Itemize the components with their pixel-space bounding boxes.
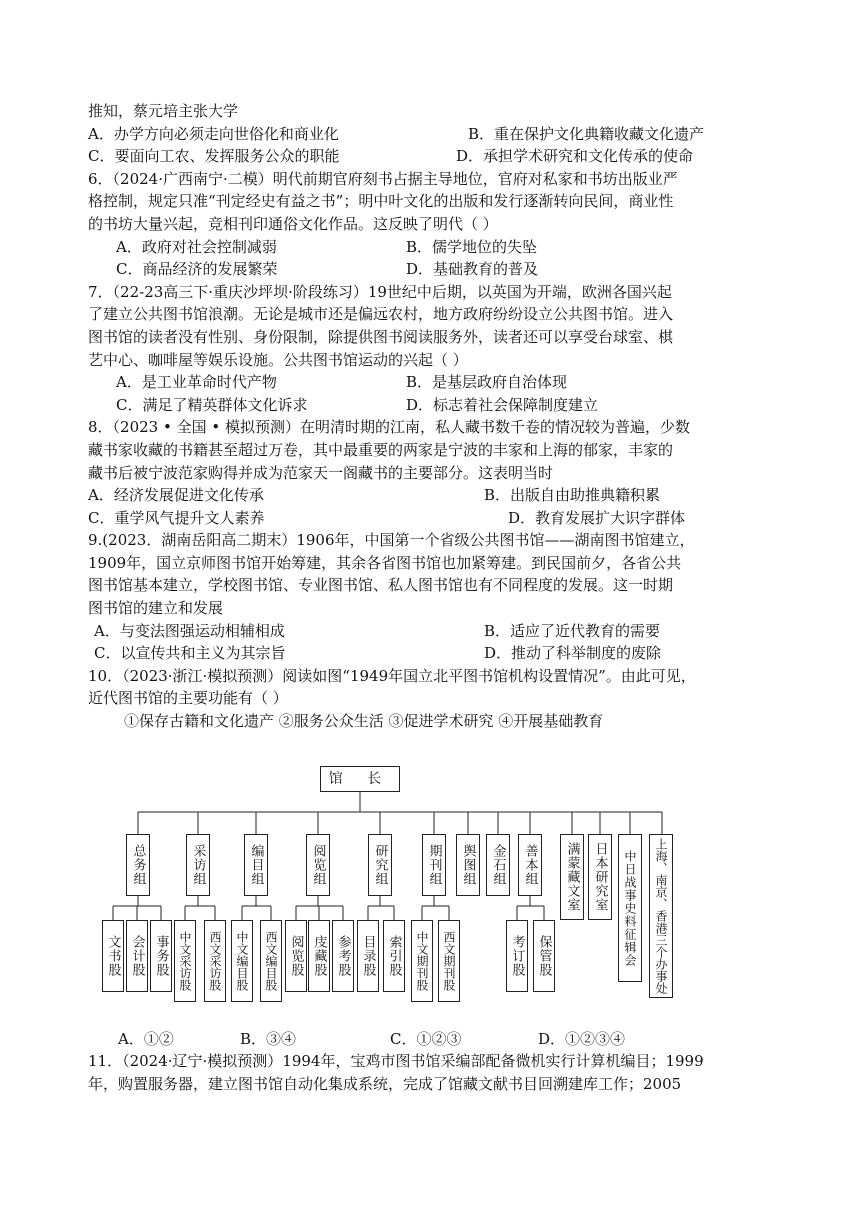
option-a[interactable]: A．①② <box>118 1030 174 1048</box>
q8-options-row2 <box>88 507 772 530</box>
q6-options-row1 <box>88 236 772 259</box>
question-8-text: 藏书后被宁波范家购得并成为范家天一阁藏书的主要部分。这表明当时 <box>88 463 554 482</box>
org-sub-box: 保管股 <box>533 920 555 992</box>
org-group-box: 上海、南京、香港三个办事处 <box>649 834 673 998</box>
org-group-box: 编目组 <box>244 834 268 896</box>
org-group-box: 日本研究室 <box>588 834 612 920</box>
q9-options-row2 <box>88 642 772 665</box>
org-group-box: 善本组 <box>518 834 542 896</box>
question-10-text: 10．（2023·浙江·模拟预测）阅读如图“1949年国立北平图书馆机构设置情况”。由此可见， <box>88 666 696 685</box>
question-11-text: 11．（2024·辽宁·模拟预测）1994年，宝鸡市图书馆采编部配备微机实行计算机编目；1999 <box>88 1052 704 1070</box>
org-sub-box: 索引股 <box>383 920 405 992</box>
org-group-box: 中日战事史料征辑会 <box>618 834 642 982</box>
question-9-text: 1909年，国立京师图书馆开始筹建，其余各省图书馆也加紧筹建。到民国前夕，各省公共 <box>88 553 682 572</box>
org-sub-box: 中文采访股 <box>174 920 196 1002</box>
option-c[interactable]: C．满足了精英群体文化诉求 <box>116 395 308 414</box>
q8-options-row1 <box>88 484 772 507</box>
option-b[interactable]: B．儒学地位的失坠 <box>406 237 538 256</box>
option-b[interactable]: B．重在保护文化典籍收藏文化遗产 <box>468 124 705 143</box>
org-sub-box: 中文编目股 <box>231 920 253 1002</box>
q7-options-row1 <box>88 371 772 394</box>
option-c[interactable]: C．要面向工农、发挥服务公众的职能 <box>88 147 340 166</box>
org-sub-box: 会计股 <box>126 920 148 992</box>
question-9-text: 9.(2023．湖南岳阳高二期末）1906年，中国第一个省级公共图书馆——湖南图书馆建立， <box>88 531 695 550</box>
org-sub-box: 事务股 <box>150 920 172 992</box>
question-9-text: 图书馆的建立和发展 <box>88 599 224 618</box>
org-group-box: 舆图组 <box>456 834 480 896</box>
option-c[interactable]: C．商品经济的发展繁荣 <box>116 260 278 279</box>
org-sub-box: 西文编目股 <box>260 920 282 1002</box>
option-c[interactable]: C．①②③ <box>390 1030 462 1048</box>
question-7-text: 7．（22-23高三下·重庆沙坪坝·阶段练习）19世纪中后期，以英国为开端，欧洲各国兴起 <box>88 282 672 301</box>
option-b[interactable]: B．出版自由助推典籍积累 <box>484 486 661 505</box>
option-a[interactable]: A．经济发展促进文化传承 <box>88 486 264 505</box>
org-group-box: 总务组 <box>126 834 150 896</box>
option-d[interactable]: D．教育发展扩大识字群体 <box>508 508 686 527</box>
q5-options-row2 <box>88 145 772 168</box>
org-sub-box: 中文期刊股 <box>411 920 433 1002</box>
org-group-box: 满蒙藏文室 <box>560 834 584 920</box>
org-sub-box: 庋藏股 <box>308 920 330 992</box>
option-b[interactable]: B．③④ <box>240 1030 297 1048</box>
org-sub-box: 西文采访股 <box>204 920 226 1002</box>
question-10-text: 近代图书馆的主要功能有（ ） <box>88 689 288 708</box>
q6-options-row2 <box>88 258 772 281</box>
option-d[interactable]: D．承担学术研究和文化传承的使命 <box>456 147 694 166</box>
org-sub-box: 西文期刊股 <box>438 920 460 1002</box>
q5-options-row1 <box>88 123 772 146</box>
option-a[interactable]: A．与变法图强运动相辅相成 <box>94 621 285 640</box>
org-sub-box: 目录股 <box>357 920 379 992</box>
question-8-text: 藏书家收藏的书籍甚至超过万卷，其中最重要的两家是宁波的丰家和上海的郁家，丰家的 <box>88 440 674 459</box>
question-8-text: 8．（2023 • 全国 • 模拟预测）在明清时期的江南，私人藏书数千卷的情况较为普遍，少数 <box>88 418 690 437</box>
option-a[interactable]: A．办学方向必须走向世俗化和商业化 <box>88 124 339 143</box>
question-6-text: 的书坊大量兴起，竞相刊印通俗文化作品。这反映了明代（ ） <box>88 214 498 233</box>
org-group-box: 阅览组 <box>306 834 330 896</box>
org-group-box: 采访组 <box>186 834 210 896</box>
option-a[interactable]: A．政府对社会控制减弱 <box>116 237 277 256</box>
question-9-text: 图书馆基本建立，学校图书馆、专业图书馆、私人图书馆也有不同程度的发展。这一时期 <box>88 576 674 595</box>
option-c[interactable]: C．重学风气提升文人素养 <box>88 508 265 527</box>
option-b[interactable]: B．适应了近代教育的需要 <box>484 621 661 640</box>
option-c[interactable]: C．以宣传共和主义为其宗旨 <box>94 644 286 663</box>
option-b[interactable]: B．是基层政府自治体现 <box>406 373 568 392</box>
org-group-box: 期刊组 <box>422 834 446 896</box>
org-group-box: 金石组 <box>486 834 510 896</box>
option-d[interactable]: D．①②③④ <box>538 1030 626 1048</box>
q7-options-row2 <box>88 394 772 417</box>
question-10-statements: ①保存古籍和文化遗产 ②服务公众生活 ③促进学术研究 ④开展基础教育 <box>124 712 604 731</box>
org-sub-box: 阅览股 <box>285 920 307 992</box>
option-d[interactable]: D．标志着社会保障制度建立 <box>406 395 599 414</box>
director-box: 馆 长 <box>320 766 400 792</box>
question-11-text: 年，购置服务器，建立图书馆自动化集成系统，完成了馆藏文献书目回溯建库工作；2005 <box>88 1074 682 1093</box>
org-sub-box: 文书股 <box>102 920 124 992</box>
option-d[interactable]: D．推动了科举制度的废除 <box>484 644 662 663</box>
question-7-text: 艺中心、咖啡屋等娱乐设施。公共图书馆运动的兴起（ ） <box>88 350 468 369</box>
option-d[interactable]: D．基础教育的普及 <box>406 260 539 279</box>
question-6-text: 格控制，规定只准“刊定经史有益之书”；明中叶文化的出版和发行逐渐转向民间，商业性 <box>88 192 674 211</box>
q9-options-row1 <box>88 620 772 643</box>
document-page <box>88 100 772 733</box>
question-7-text: 了建立公共图书馆浪潮。无论是城市还是偏远农村，地方政府纷纷设立公共图书馆。进入 <box>88 305 674 324</box>
org-sub-box: 参考股 <box>332 920 354 992</box>
org-chart <box>100 760 700 1000</box>
question-11 <box>88 1050 772 1095</box>
org-group-box: 研究组 <box>368 834 392 896</box>
option-a[interactable]: A．是工业革命时代产物 <box>116 373 277 392</box>
text-line: 推知，蔡元培主张大学 <box>88 102 239 120</box>
org-sub-box: 考订股 <box>506 920 528 992</box>
question-6-text: 6．（2024·广西南宁·二模）明代前期官府刻书占据主导地位，官府对私家和书坊出版业严 <box>88 169 678 188</box>
question-7-text: 图书馆的读者没有性别、身份限制，除提供图书阅读服务外，读者还可以享受台球室、棋 <box>88 327 674 346</box>
